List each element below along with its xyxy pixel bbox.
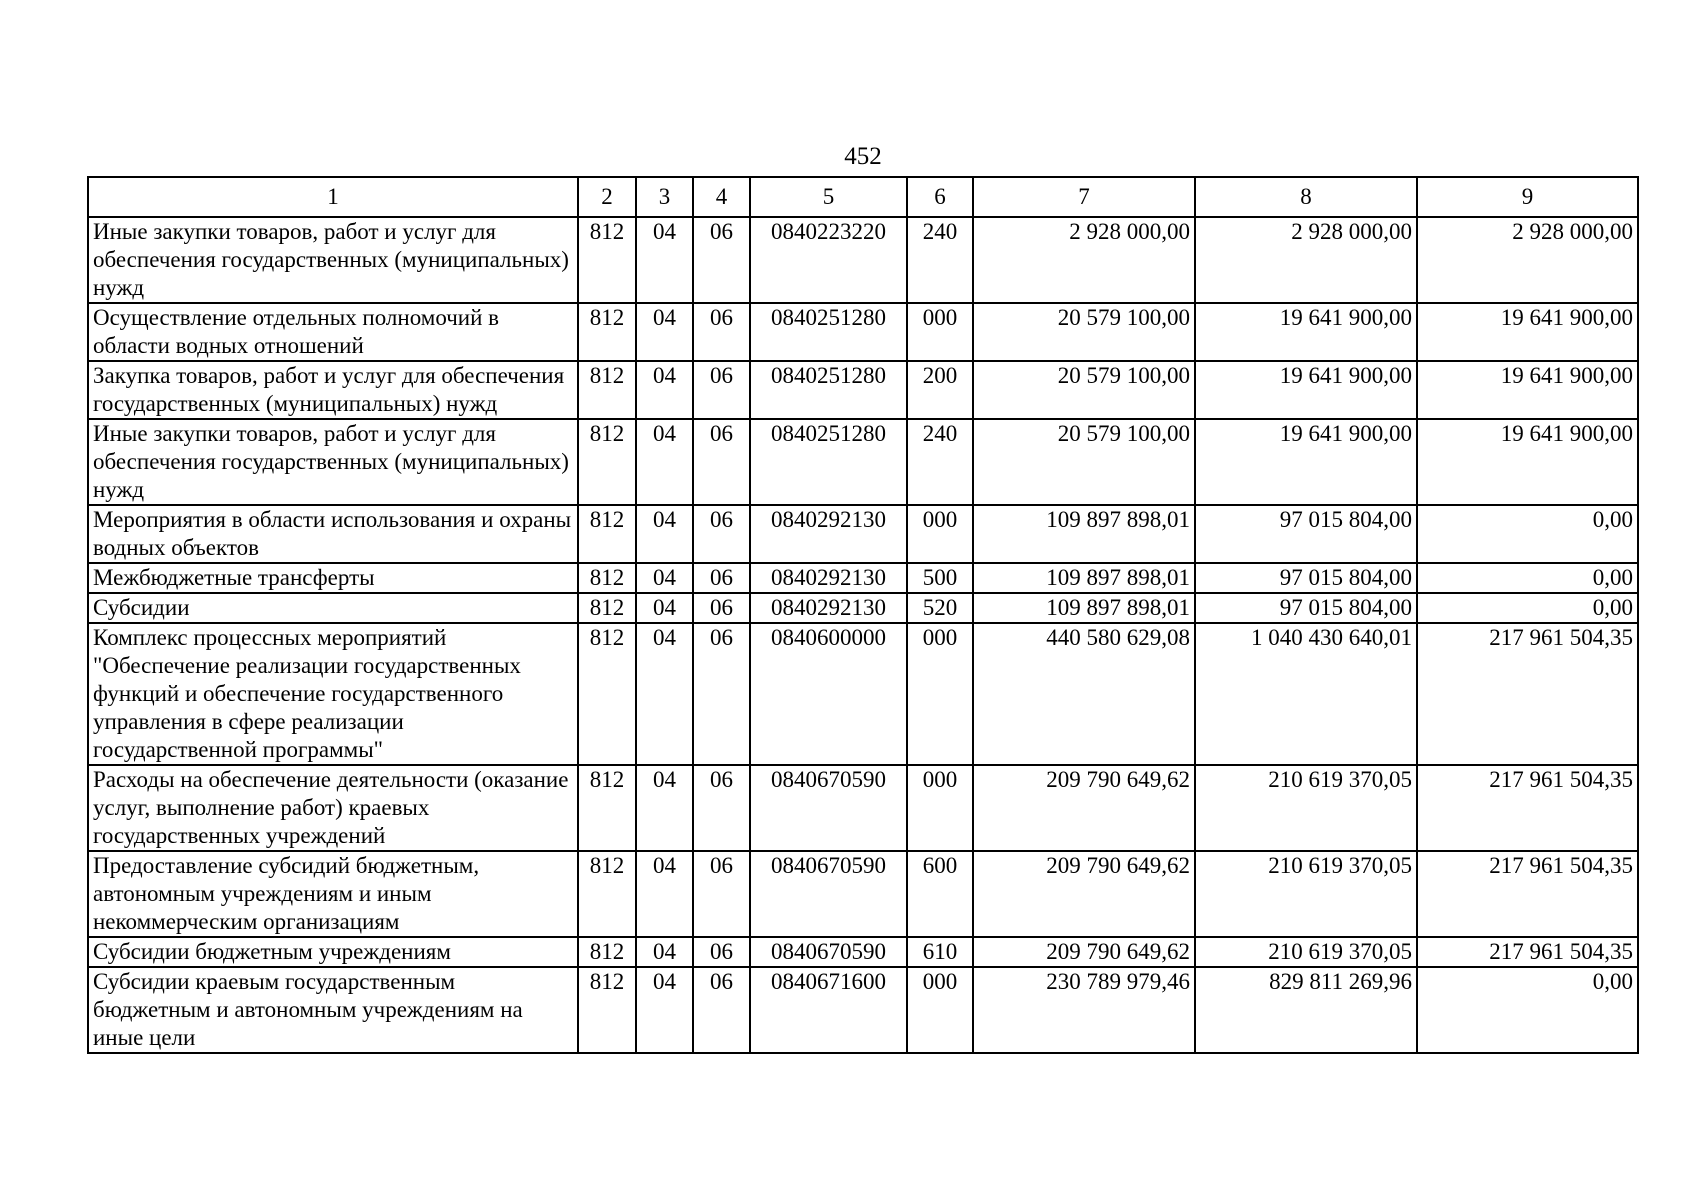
cell-col-4: 06	[693, 623, 750, 765]
row-name: Субсидии	[88, 593, 578, 623]
cell-amount-9: 0,00	[1417, 593, 1638, 623]
column-header-5: 5	[750, 177, 907, 217]
table-row	[88, 303, 1638, 361]
cell-col-5: 0840292130	[750, 593, 907, 623]
cell-amount-8: 19 641 900,00	[1195, 361, 1417, 419]
row-name: Мероприятия в области использования и охраны водных объектов	[88, 505, 578, 563]
column-header-9: 9	[1417, 177, 1638, 217]
row-name: Субсидии краевым государственным бюджетным и автономным учреждениям на иные цели	[88, 967, 578, 1053]
cell-col-6: 000	[907, 623, 973, 765]
cell-amount-8: 1 040 430 640,01	[1195, 623, 1417, 765]
cell-amount-8: 97 015 804,00	[1195, 593, 1417, 623]
cell-amount-9: 217 961 504,35	[1417, 623, 1638, 765]
cell-col-5: 0840670590	[750, 765, 907, 851]
cell-col-2: 812	[578, 361, 636, 419]
cell-col-3: 04	[636, 937, 693, 967]
cell-amount-9: 19 641 900,00	[1417, 419, 1638, 505]
cell-col-4: 06	[693, 593, 750, 623]
table-row	[88, 623, 1638, 765]
cell-col-6: 200	[907, 361, 973, 419]
cell-col-4: 06	[693, 563, 750, 593]
cell-col-2: 812	[578, 217, 636, 303]
cell-col-5: 0840292130	[750, 563, 907, 593]
cell-amount-8: 19 641 900,00	[1195, 303, 1417, 361]
cell-amount-8: 97 015 804,00	[1195, 563, 1417, 593]
cell-col-4: 06	[693, 851, 750, 937]
cell-col-2: 812	[578, 563, 636, 593]
cell-amount-7: 440 580 629,08	[973, 623, 1195, 765]
cell-col-4: 06	[693, 419, 750, 505]
cell-col-2: 812	[578, 851, 636, 937]
page-number: 452	[844, 143, 882, 170]
cell-amount-7: 209 790 649,62	[973, 937, 1195, 967]
cell-col-3: 04	[636, 505, 693, 563]
cell-col-6: 240	[907, 217, 973, 303]
cell-col-2: 812	[578, 419, 636, 505]
row-name: Закупка товаров, работ и услуг для обеспечения государственных (муниципальных) нужд	[88, 361, 578, 419]
column-header-3: 3	[636, 177, 693, 217]
cell-amount-7: 20 579 100,00	[973, 361, 1195, 419]
cell-col-3: 04	[636, 851, 693, 937]
cell-col-6: 000	[907, 303, 973, 361]
column-header-6: 6	[907, 177, 973, 217]
row-name: Расходы на обеспечение деятельности (оказание услуг, выполнение работ) краевых государственных учреждений	[88, 765, 578, 851]
table-row	[88, 851, 1638, 937]
cell-amount-9: 19 641 900,00	[1417, 303, 1638, 361]
cell-col-6: 600	[907, 851, 973, 937]
column-header-4: 4	[693, 177, 750, 217]
column-header-1: 1	[88, 177, 578, 217]
cell-amount-7: 20 579 100,00	[973, 303, 1195, 361]
cell-col-3: 04	[636, 623, 693, 765]
cell-amount-7: 209 790 649,62	[973, 851, 1195, 937]
cell-amount-9: 0,00	[1417, 505, 1638, 563]
cell-col-2: 812	[578, 303, 636, 361]
cell-col-5: 0840223220	[750, 217, 907, 303]
cell-col-3: 04	[636, 217, 693, 303]
cell-col-6: 500	[907, 563, 973, 593]
cell-amount-7: 209 790 649,62	[973, 765, 1195, 851]
cell-col-5: 0840670590	[750, 851, 907, 937]
table-row	[88, 419, 1638, 505]
table-row	[88, 967, 1638, 1053]
cell-col-6: 610	[907, 937, 973, 967]
row-name: Межбюджетные трансферты	[88, 563, 578, 593]
cell-col-5: 0840251280	[750, 361, 907, 419]
budget-table	[87, 176, 1639, 1054]
cell-col-2: 812	[578, 505, 636, 563]
cell-col-5: 0840670590	[750, 937, 907, 967]
cell-col-4: 06	[693, 361, 750, 419]
cell-col-3: 04	[636, 593, 693, 623]
cell-col-6: 520	[907, 593, 973, 623]
table-row	[88, 217, 1638, 303]
cell-col-4: 06	[693, 765, 750, 851]
cell-amount-8: 829 811 269,96	[1195, 967, 1417, 1053]
cell-col-2: 812	[578, 593, 636, 623]
row-name: Осуществление отдельных полномочий в области водных отношений	[88, 303, 578, 361]
cell-col-6: 000	[907, 967, 973, 1053]
cell-col-3: 04	[636, 765, 693, 851]
table-row	[88, 765, 1638, 851]
cell-col-4: 06	[693, 967, 750, 1053]
cell-amount-9: 0,00	[1417, 563, 1638, 593]
cell-amount-8: 210 619 370,05	[1195, 851, 1417, 937]
cell-col-3: 04	[636, 361, 693, 419]
cell-col-6: 000	[907, 765, 973, 851]
row-name: Предоставление субсидий бюджетным, автономным учреждениям и иным некоммерческим организациям	[88, 851, 578, 937]
cell-amount-7: 2 928 000,00	[973, 217, 1195, 303]
cell-col-2: 812	[578, 623, 636, 765]
cell-col-6: 240	[907, 419, 973, 505]
cell-col-3: 04	[636, 419, 693, 505]
cell-amount-8: 2 928 000,00	[1195, 217, 1417, 303]
header-row	[88, 177, 1638, 217]
cell-col-4: 06	[693, 303, 750, 361]
cell-col-5: 0840600000	[750, 623, 907, 765]
cell-amount-8: 210 619 370,05	[1195, 937, 1417, 967]
row-name: Иные закупки товаров, работ и услуг для обеспечения государственных (муниципальных) нужд	[88, 217, 578, 303]
cell-amount-7: 109 897 898,01	[973, 505, 1195, 563]
cell-col-2: 812	[578, 967, 636, 1053]
cell-amount-8: 19 641 900,00	[1195, 419, 1417, 505]
cell-col-5: 0840251280	[750, 303, 907, 361]
cell-amount-7: 109 897 898,01	[973, 563, 1195, 593]
cell-amount-9: 217 961 504,35	[1417, 937, 1638, 967]
row-name: Иные закупки товаров, работ и услуг для обеспечения государственных (муниципальных) нужд	[88, 419, 578, 505]
column-header-2: 2	[578, 177, 636, 217]
row-name: Субсидии бюджетным учреждениям	[88, 937, 578, 967]
cell-col-3: 04	[636, 967, 693, 1053]
cell-col-5: 0840251280	[750, 419, 907, 505]
cell-col-4: 06	[693, 505, 750, 563]
table-row	[88, 937, 1638, 967]
table-row	[88, 563, 1638, 593]
cell-amount-8: 210 619 370,05	[1195, 765, 1417, 851]
cell-amount-7: 20 579 100,00	[973, 419, 1195, 505]
table-row	[88, 361, 1638, 419]
cell-amount-9: 2 928 000,00	[1417, 217, 1638, 303]
cell-col-4: 06	[693, 937, 750, 967]
table-row	[88, 505, 1638, 563]
cell-col-5: 0840671600	[750, 967, 907, 1053]
cell-amount-8: 97 015 804,00	[1195, 505, 1417, 563]
cell-col-2: 812	[578, 765, 636, 851]
cell-col-4: 06	[693, 217, 750, 303]
cell-amount-9: 19 641 900,00	[1417, 361, 1638, 419]
cell-amount-7: 109 897 898,01	[973, 593, 1195, 623]
cell-amount-9: 217 961 504,35	[1417, 851, 1638, 937]
cell-col-3: 04	[636, 303, 693, 361]
cell-col-6: 000	[907, 505, 973, 563]
cell-col-3: 04	[636, 563, 693, 593]
cell-amount-7: 230 789 979,46	[973, 967, 1195, 1053]
column-header-8: 8	[1195, 177, 1417, 217]
cell-amount-9: 0,00	[1417, 967, 1638, 1053]
column-header-7: 7	[973, 177, 1195, 217]
cell-amount-9: 217 961 504,35	[1417, 765, 1638, 851]
row-name: Комплекс процессных мероприятий "Обеспечение реализации государственных функций и обеспечение государственного управления в сфере реализации государственной программы"	[88, 623, 578, 765]
cell-col-5: 0840292130	[750, 505, 907, 563]
table-row	[88, 593, 1638, 623]
cell-col-2: 812	[578, 937, 636, 967]
